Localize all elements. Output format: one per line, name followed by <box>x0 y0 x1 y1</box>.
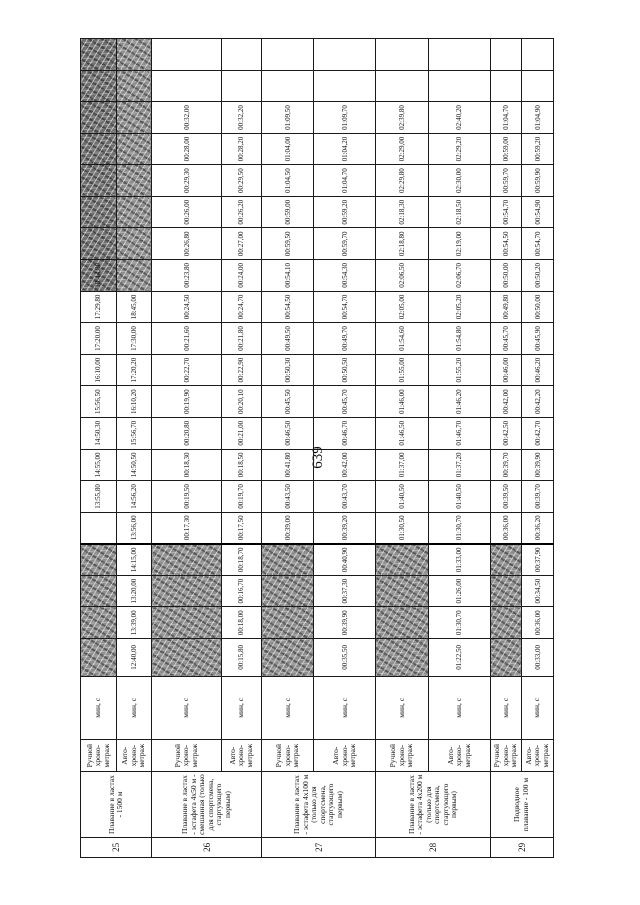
value-cell: 14:56,20 <box>116 481 152 513</box>
value-cell <box>116 228 152 260</box>
value-cell: 01:04,70 <box>490 102 522 134</box>
value-cell: 00:46,20 <box>522 354 554 386</box>
value-cell <box>81 165 117 197</box>
value-cell: 00:18,30 <box>152 449 221 481</box>
value-cell <box>116 196 152 228</box>
value-cell <box>490 575 522 607</box>
value-cell: 00:50,50 <box>314 354 376 386</box>
value-cell <box>490 544 522 576</box>
timing-method: Авто-хроно-метраж <box>522 739 554 772</box>
row-number: 25 <box>81 837 152 857</box>
value-cell <box>490 39 522 71</box>
unit-cell: мин, с <box>490 676 522 739</box>
unit-cell: мин, с <box>314 676 376 739</box>
value-cell <box>116 102 152 134</box>
value-cell: 01:04,50 <box>262 165 314 197</box>
value-cell <box>490 639 522 677</box>
timing-method: Авто-хроно-метраж <box>221 739 262 772</box>
value-cell: 00:21,00 <box>221 417 262 449</box>
value-cell <box>376 575 428 607</box>
value-cell: 00:39,00 <box>262 512 314 544</box>
value-cell: 00:26,00 <box>152 196 221 228</box>
value-cell <box>376 544 428 576</box>
table-row <box>490 39 522 858</box>
value-cell: 01:46,50 <box>376 417 428 449</box>
value-cell: 00:43,50 <box>262 481 314 513</box>
value-cell: 00:24,50 <box>152 291 221 323</box>
value-cell: 01:37,00 <box>376 449 428 481</box>
value-cell: 00:42,00 <box>490 386 522 418</box>
value-cell: 00:26,20 <box>221 196 262 228</box>
table-row <box>81 39 117 858</box>
value-cell: 00:28,20 <box>221 133 262 165</box>
value-cell <box>81 133 117 165</box>
value-cell <box>522 39 554 71</box>
unit-cell: мин, с <box>221 676 262 739</box>
value-cell <box>152 639 221 677</box>
value-cell: 00:33,00 <box>522 639 554 677</box>
value-cell: 00:35,50 <box>314 639 376 677</box>
value-cell: 02:05,00 <box>376 291 428 323</box>
table-row <box>314 39 376 858</box>
row-number: 29 <box>490 837 553 857</box>
row-number: 26 <box>152 837 262 857</box>
value-cell: 14:50,50 <box>116 449 152 481</box>
value-cell: 00:39,70 <box>490 449 522 481</box>
value-cell: 00:29,30 <box>152 165 221 197</box>
value-cell: 00:21,60 <box>152 323 221 355</box>
value-cell: 00:23,80 <box>152 260 221 292</box>
value-cell: 00:29,50 <box>221 165 262 197</box>
value-cell: 00:54,30 <box>314 260 376 292</box>
timing-method: Ручной хроно-метраж <box>376 739 428 772</box>
value-cell: 00:32,00 <box>152 102 221 134</box>
value-cell: 01:33,00 <box>428 544 490 576</box>
value-cell <box>81 607 117 639</box>
value-cell: 00:42,20 <box>522 386 554 418</box>
discipline-name: Подводное плавание - 100 м <box>490 772 553 837</box>
timing-method: Авто-хроно-метраж <box>116 739 152 772</box>
page-number: 639 <box>309 446 326 469</box>
value-cell: 00:34,50 <box>522 575 554 607</box>
value-cell: 01:04,20 <box>314 133 376 165</box>
value-cell <box>314 39 376 71</box>
value-cell: 00:43,70 <box>314 481 376 513</box>
value-cell: 13:39,00 <box>116 607 152 639</box>
value-cell: 00:24,70 <box>221 291 262 323</box>
value-cell: 00:41,80 <box>262 449 314 481</box>
value-cell: 00:54,10 <box>262 260 314 292</box>
value-cell <box>262 639 314 677</box>
unit-cell: мин, с <box>522 676 554 739</box>
value-cell <box>522 70 554 102</box>
value-cell: 02:05,20 <box>428 291 490 323</box>
value-cell <box>116 133 152 165</box>
value-cell <box>116 70 152 102</box>
value-cell: 01:04,90 <box>522 102 554 134</box>
value-cell: 15:56,50 <box>81 386 117 418</box>
value-cell <box>152 575 221 607</box>
value-cell: 01:55,00 <box>376 354 428 386</box>
value-cell <box>221 39 262 71</box>
unit-cell: мин, с <box>116 676 152 739</box>
value-cell: 17:20,00 <box>81 323 117 355</box>
value-cell: 18:45,00 <box>116 291 152 323</box>
unit-cell: мин, с <box>81 676 117 739</box>
value-cell: 00:36,00 <box>522 607 554 639</box>
value-cell: 01:22,50 <box>428 639 490 677</box>
value-cell: 00:26,80 <box>152 228 221 260</box>
value-cell: 00:37,30 <box>314 575 376 607</box>
value-cell: 02:39,80 <box>376 102 428 134</box>
value-cell: 00:59,90 <box>522 165 554 197</box>
value-cell: 00:22,70 <box>152 354 221 386</box>
value-cell <box>376 70 428 102</box>
value-cell: 00:54,70 <box>522 228 554 260</box>
value-cell: 02:06,70 <box>428 260 490 292</box>
standards-table <box>80 38 554 858</box>
discipline-name: Плавание в ластах - 1500 м <box>81 772 152 837</box>
timing-method: Ручной хроно-метраж <box>81 739 117 772</box>
value-cell: 00:39,50 <box>490 481 522 513</box>
table-row <box>152 39 221 858</box>
value-cell: 00:17,50 <box>221 512 262 544</box>
value-cell: 00:22,90 <box>221 354 262 386</box>
value-cell: 00:49,70 <box>314 323 376 355</box>
value-cell: 00:59,70 <box>490 165 522 197</box>
value-cell: 01:37,20 <box>428 449 490 481</box>
value-cell: 00:42,50 <box>490 417 522 449</box>
value-cell: 00:15,80 <box>221 639 262 677</box>
timing-method: Ручной хроно-метраж <box>152 739 221 772</box>
value-cell: 00:59,50 <box>262 228 314 260</box>
value-cell: 00:59,20 <box>314 196 376 228</box>
value-cell: 00:59,00 <box>490 133 522 165</box>
value-cell: 00:39,70 <box>522 481 554 513</box>
value-cell: 00:40,90 <box>314 544 376 576</box>
value-cell: 02:19,00 <box>428 228 490 260</box>
value-cell: 00:45,90 <box>522 323 554 355</box>
row-number: 27 <box>262 837 376 857</box>
value-cell <box>262 575 314 607</box>
value-cell: 01:46,70 <box>428 417 490 449</box>
value-cell <box>428 39 490 71</box>
unit-cell: мин, с <box>152 676 221 739</box>
timing-method: Ручной хроно-метраж <box>262 739 314 772</box>
discipline-name: Плавание в ластах - эстафета 4х100 м (только для спортсмена, стартующего первым) <box>262 772 376 837</box>
value-cell: 00:32,20 <box>221 102 262 134</box>
value-cell: 14:50,30 <box>81 417 117 449</box>
value-cell <box>81 39 117 71</box>
value-cell: 01:40,50 <box>376 481 428 513</box>
value-cell: 02:40,20 <box>428 102 490 134</box>
discipline-name: Плавание в ластах - эстафета 4х50 м - смешанная (только для спортсмена, стартующего первым) <box>152 772 262 837</box>
value-cell: 01:09,50 <box>262 102 314 134</box>
value-cell: 01:09,70 <box>314 102 376 134</box>
value-cell <box>490 607 522 639</box>
value-cell: 00:18,00 <box>221 607 262 639</box>
value-cell <box>81 70 117 102</box>
table-row <box>376 39 428 858</box>
value-cell: 00:27,00 <box>221 228 262 260</box>
value-cell <box>221 70 262 102</box>
value-cell: 18:44,80 <box>81 260 117 292</box>
value-cell: 17:20,20 <box>116 354 152 386</box>
table-row <box>428 39 490 858</box>
value-cell <box>116 39 152 71</box>
value-cell <box>314 70 376 102</box>
value-cell: 01:40,50 <box>428 481 490 513</box>
value-cell <box>116 260 152 292</box>
value-cell: 00:36,20 <box>522 512 554 544</box>
value-cell <box>81 196 117 228</box>
value-cell: 17:29,80 <box>81 291 117 323</box>
value-cell: 00:36,00 <box>490 512 522 544</box>
value-cell <box>152 39 221 71</box>
value-cell: 00:50,00 <box>490 260 522 292</box>
value-cell: 00:59,20 <box>522 133 554 165</box>
value-cell: 00:54,70 <box>490 196 522 228</box>
value-cell: 02:29,20 <box>428 133 490 165</box>
value-cell: 00:45,50 <box>262 386 314 418</box>
timing-method: Ручной хроно-метраж <box>490 739 522 772</box>
value-cell: 02:29,00 <box>376 133 428 165</box>
value-cell: 00:16,70 <box>221 575 262 607</box>
value-cell: 00:21,80 <box>221 323 262 355</box>
value-cell <box>81 102 117 134</box>
value-cell: 01:30,70 <box>428 512 490 544</box>
value-cell: 01:54,60 <box>376 323 428 355</box>
value-cell: 15:56,70 <box>116 417 152 449</box>
value-cell: 00:17,30 <box>152 512 221 544</box>
value-cell: 01:46,20 <box>428 386 490 418</box>
value-cell: 00:50,20 <box>522 260 554 292</box>
value-cell: 02:18,30 <box>376 196 428 228</box>
value-cell <box>262 607 314 639</box>
value-cell: 02:29,80 <box>376 165 428 197</box>
unit-cell: мин, с <box>428 676 490 739</box>
value-cell: 13:20,00 <box>116 575 152 607</box>
value-cell <box>81 575 117 607</box>
value-cell: 00:19,90 <box>152 386 221 418</box>
value-cell: 16:10,20 <box>116 386 152 418</box>
discipline-name: Плавание в ластах - эстафета 4х200 м (только для спортсмена, стартующего первым) <box>376 772 490 837</box>
value-cell <box>152 607 221 639</box>
value-cell <box>81 512 117 544</box>
value-cell: 00:46,50 <box>262 417 314 449</box>
value-cell <box>81 228 117 260</box>
value-cell <box>376 607 428 639</box>
value-cell: 00:45,70 <box>490 323 522 355</box>
value-cell: 13:56,00 <box>116 512 152 544</box>
value-cell: 16:10,00 <box>81 354 117 386</box>
value-cell: 00:46,00 <box>490 354 522 386</box>
value-cell: 01:30,50 <box>376 512 428 544</box>
value-cell: 14:15,00 <box>116 544 152 576</box>
value-cell: 00:54,50 <box>490 228 522 260</box>
value-cell: 00:54,50 <box>262 291 314 323</box>
value-cell <box>262 39 314 71</box>
unit-cell: мин, с <box>376 676 428 739</box>
value-cell <box>262 70 314 102</box>
value-cell: 00:42,00 <box>314 449 376 481</box>
value-cell: 01:54,80 <box>428 323 490 355</box>
value-cell: 00:49,50 <box>262 323 314 355</box>
value-cell: 01:46,00 <box>376 386 428 418</box>
value-cell: 01:30,70 <box>428 607 490 639</box>
value-cell: 12:40,00 <box>116 639 152 677</box>
value-cell: 00:18,70 <box>221 544 262 576</box>
value-cell: 00:45,70 <box>314 386 376 418</box>
value-cell: 00:49,80 <box>490 291 522 323</box>
value-cell <box>81 639 117 677</box>
value-cell: 00:50,00 <box>522 291 554 323</box>
value-cell <box>152 70 221 102</box>
value-cell <box>152 544 221 576</box>
value-cell: 02:18,80 <box>376 228 428 260</box>
value-cell: 00:24,00 <box>221 260 262 292</box>
value-cell: 00:28,00 <box>152 133 221 165</box>
timing-method: Авто-хроно-метраж <box>428 739 490 772</box>
table-row <box>522 39 554 858</box>
value-cell <box>81 544 117 576</box>
value-cell: 01:04,00 <box>262 133 314 165</box>
row-number: 28 <box>376 837 490 857</box>
value-cell: 00:20,80 <box>152 417 221 449</box>
value-cell: 00:46,70 <box>314 417 376 449</box>
timing-method: Авто-хроно-метраж <box>314 739 376 772</box>
unit-cell: мин, с <box>262 676 314 739</box>
value-cell: 00:59,00 <box>262 196 314 228</box>
value-cell: 01:26,00 <box>428 575 490 607</box>
value-cell: 00:18,50 <box>221 449 262 481</box>
value-cell: 02:30,00 <box>428 165 490 197</box>
value-cell: 17:30,00 <box>116 323 152 355</box>
table-row <box>116 39 152 858</box>
value-cell <box>490 70 522 102</box>
value-cell: 00:50,30 <box>262 354 314 386</box>
value-cell: 00:59,70 <box>314 228 376 260</box>
value-cell: 02:18,50 <box>428 196 490 228</box>
value-cell <box>262 544 314 576</box>
value-cell: 14:55,00 <box>81 449 117 481</box>
value-cell: 00:39,20 <box>314 512 376 544</box>
value-cell <box>428 70 490 102</box>
value-cell: 02:06,50 <box>376 260 428 292</box>
value-cell: 01:04,70 <box>314 165 376 197</box>
value-cell: 00:20,10 <box>221 386 262 418</box>
value-cell <box>376 39 428 71</box>
value-cell: 01:55,20 <box>428 354 490 386</box>
table-row <box>221 39 262 858</box>
table-row <box>262 39 314 858</box>
value-cell <box>116 165 152 197</box>
value-cell: 00:19,70 <box>221 481 262 513</box>
value-cell: 00:37,90 <box>522 544 554 576</box>
rotated-table-container <box>80 38 554 858</box>
value-cell: 00:39,90 <box>314 607 376 639</box>
value-cell: 00:42,70 <box>522 417 554 449</box>
value-cell: 00:19,50 <box>152 481 221 513</box>
value-cell: 13:55,80 <box>81 481 117 513</box>
value-cell: 00:54,70 <box>314 291 376 323</box>
value-cell: 00:39,90 <box>522 449 554 481</box>
value-cell <box>376 639 428 677</box>
value-cell: 00:54,90 <box>522 196 554 228</box>
